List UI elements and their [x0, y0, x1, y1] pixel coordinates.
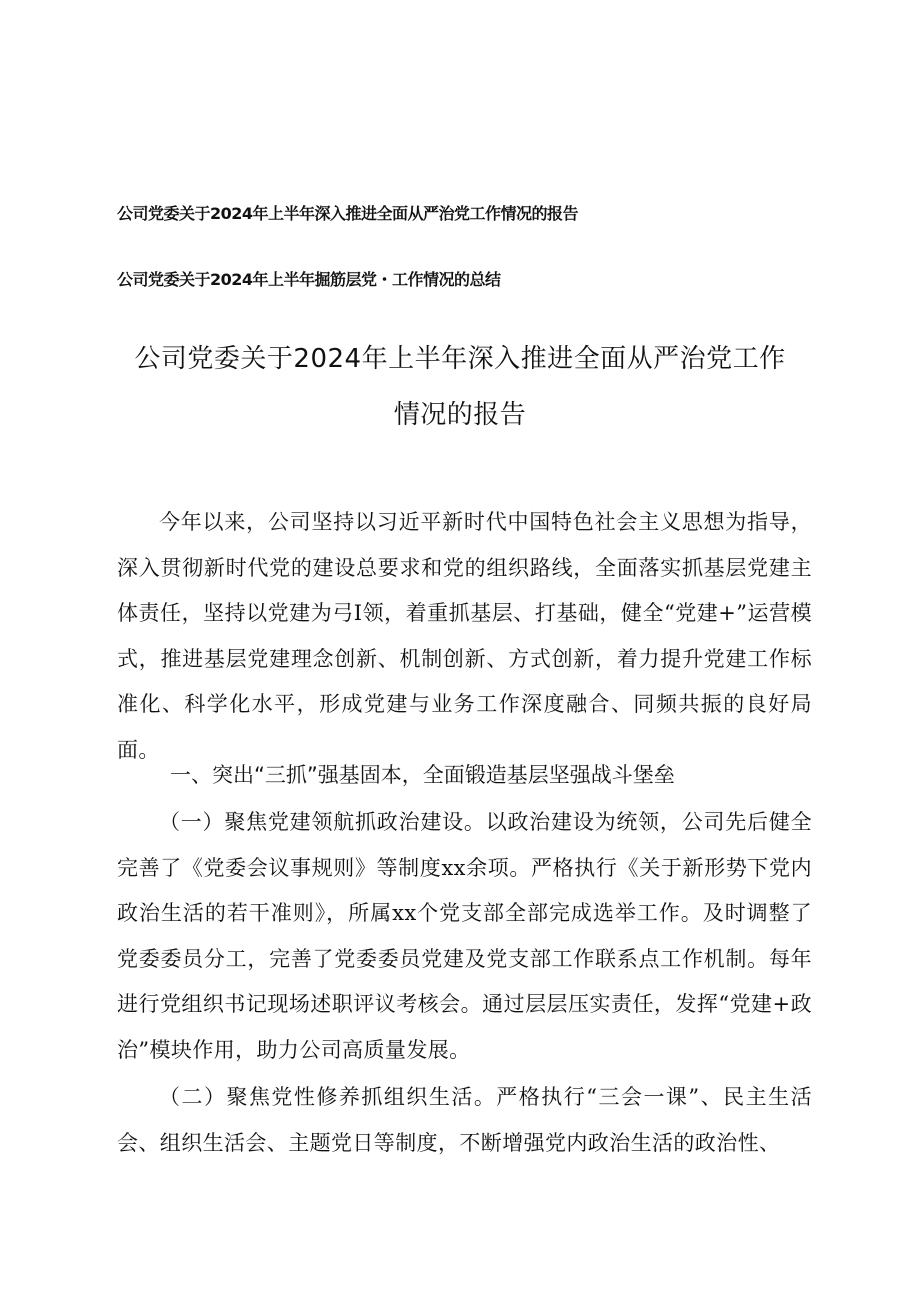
- document-title-line2: 情况的报告: [393, 400, 527, 430]
- intro-paragraph: 今年以来，公司坚持以习近平新时代中国特色社会主义思想为指导，深入贯彻新时代党的建设总要求和党的组织路线，全面落实抓基层党建主体责任，坚持以党建为弓I领，着重抓基层、打基础，健全“党建+”运营模式，推进基层党建理念创新、机制创新、方式创新，着力提升党建工作标准化、科学化水平，形成党建与业务工作深度融合、同频共振的良好局面。: [117, 510, 812, 762]
- document-title-line1: 公司党委关于2024年上半年深入推进全面从严治党工作: [134, 344, 786, 374]
- toc-item-summary: 公司党委关于2024年上半年掘筋层党・工作情况的总结: [117, 270, 501, 289]
- section1-paragraph-1: （一）聚焦党建领航抓政治建设。以政治建设为统领，公司先后健全完善了《党委会议事规则》等制度xx余项。严格执行《关于新形势下党内政治生活的若干准则》，所属xx个党支部全部完成选举工作。及时调整了党委委员分工，完善了党委委员党建及党支部工作联系点工作机制。每年进行党组织书记现场述职评议考核会。通过层层压实责任，发挥“党建+政治”模块作用，助力公司高质量发展。: [117, 810, 812, 1062]
- toc-item-report: 公司党委关于2024年上半年深入推进全面从严治党工作情况的报告: [117, 204, 579, 223]
- section1-paragraph-2: （二）聚焦党性修养抓组织生活。严格执行“三会一课”、民主生活会、组织生活会、主题党日等制度，不断增强党内政治生活的政治性、: [117, 1085, 812, 1155]
- section-heading-1: 一、突出“三抓”强基固本，全面锻造基层坚强战斗堡垒: [170, 763, 675, 787]
